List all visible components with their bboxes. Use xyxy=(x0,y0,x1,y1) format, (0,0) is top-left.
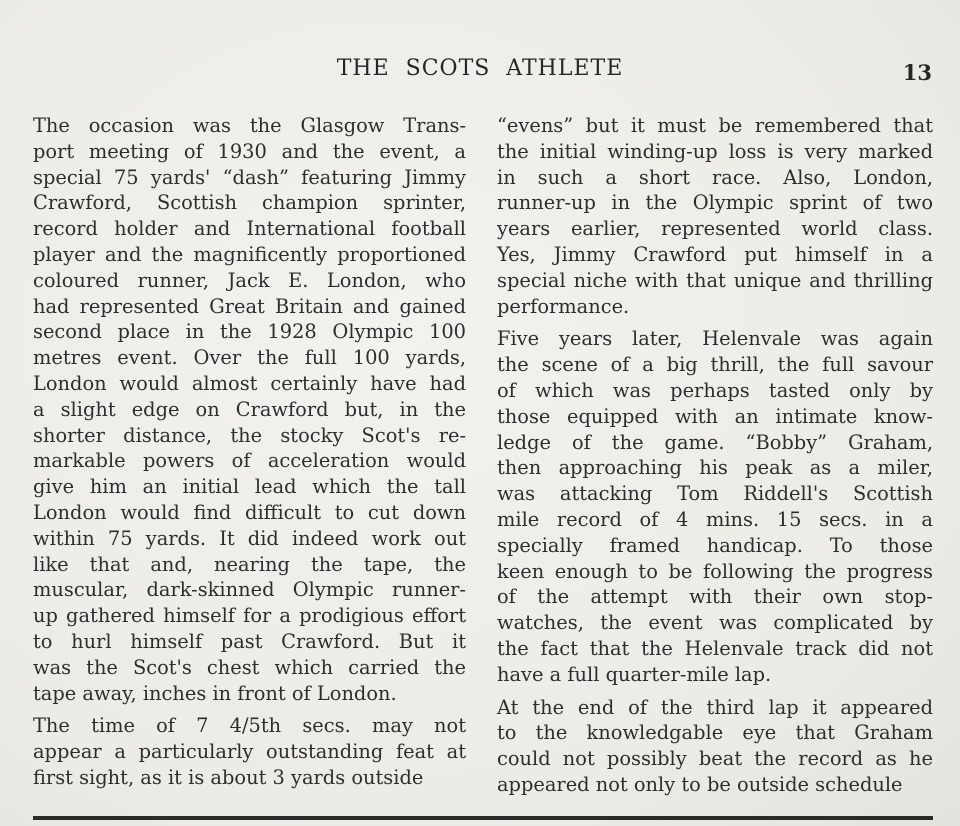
paragraph xyxy=(497,326,933,687)
text-line: a slight edge on Crawford but, in the xyxy=(33,397,466,421)
text-line: player and the magnificently proportioned xyxy=(33,242,466,266)
text-line: of which was perhaps tasted only by xyxy=(497,378,933,402)
text-line: shorter distance, the stocky Scot's re- xyxy=(33,423,466,447)
text-line: London would almost certainly have had xyxy=(33,371,466,395)
text-line: coloured runner, Jack E. London, who xyxy=(33,268,466,292)
right-column xyxy=(497,113,933,805)
text-line: within 75 yards. It did indeed work out xyxy=(33,526,466,550)
text-line: those equipped with an intimate know- xyxy=(497,404,933,428)
text-line: could not possibly beat the record as he xyxy=(497,747,933,771)
text-line: to hurl himself past Crawford. But it xyxy=(33,629,466,653)
bottom-rule xyxy=(33,816,933,820)
text-line: specially framed handicap. To those xyxy=(497,533,933,557)
text-line: the fact that the Helenvale track did not xyxy=(497,636,933,660)
text-line: watches, the event was complicated by xyxy=(497,611,933,635)
text-line: The occasion was the Glasgow Trans- xyxy=(33,114,466,137)
text-line: port meeting of 1930 and the event, a xyxy=(33,139,466,163)
text-line: keen enough to be following the progress xyxy=(497,559,933,583)
text-line: At the end of the third lap it appeared xyxy=(497,695,933,719)
text-line: the initial winding-up loss is very marked xyxy=(497,139,933,163)
text-line: muscular, dark-skinned Olympic runner- xyxy=(33,578,466,602)
text-line: metres event. Over the full 100 yards, xyxy=(33,346,466,370)
text-line: the scene of a big thrill, the full savour xyxy=(497,353,933,377)
text-line: Crawford, Scottish champion sprinter, xyxy=(33,191,466,215)
text-line: tape away, inches in front of London. xyxy=(33,681,397,705)
text-line: special niche with that unique and thrilling xyxy=(497,268,933,292)
text-line: performance. xyxy=(497,294,630,318)
text-line: The time of 7 4/5th secs. may not xyxy=(33,714,466,738)
left-column xyxy=(33,113,466,798)
text-line: had represented Great Britain and gained xyxy=(33,294,466,318)
paragraph xyxy=(497,695,933,798)
text-line: like that and, nearing the tape, the xyxy=(33,552,466,576)
text-line: record holder and International football xyxy=(33,217,466,241)
text-line: was attacking Tom Riddell's Scottish xyxy=(497,482,933,506)
text-line: give him an initial lead which the tall xyxy=(33,475,466,499)
text-line: of the attempt with their own stop- xyxy=(497,585,933,609)
text-line: second place in the 1928 Olympic 100 xyxy=(33,320,466,344)
text-line: ledge of the game. “Bobby” Graham, xyxy=(497,430,933,454)
text-line: was the Scot's chest which carried the xyxy=(33,655,466,679)
text-line: years earlier, represented world class. xyxy=(497,217,933,241)
text-line: mile record of 4 mins. 15 secs. in a xyxy=(497,507,933,531)
text-line: then approaching his peak as a miler, xyxy=(497,456,933,480)
text-line: London would find difficult to cut down xyxy=(33,500,466,524)
paragraph xyxy=(33,113,466,706)
text-line: markable powers of acceleration would xyxy=(33,449,466,473)
text-line: Five years later, Helenvale was again xyxy=(497,327,933,351)
text-line: in such a short race. Also, London, xyxy=(497,165,933,189)
text-line: appear a particularly outstanding feat at xyxy=(33,740,466,764)
paragraph xyxy=(497,113,933,319)
text-line: first sight, as it is about 3 yards outside xyxy=(33,765,424,789)
running-header-title: THE SCOTS ATHLETE xyxy=(336,56,624,81)
text-line: Yes, Jimmy Crawford put himself in a xyxy=(497,242,933,266)
text-line: “evens” but it must be remembered that xyxy=(497,114,933,137)
text-line: appeared not only to be outside schedule xyxy=(497,772,903,796)
text-line: special 75 yards' “dash” featuring Jimmy xyxy=(33,165,466,189)
text-line: to the knowledgable eye that Graham xyxy=(497,721,933,745)
text-line: up gathered himself for a prodigious effort xyxy=(33,604,466,628)
text-line: have a full quarter-mile lap. xyxy=(497,662,772,686)
page-number: 13 xyxy=(902,60,932,85)
text-line: runner-up in the Olympic sprint of two xyxy=(497,191,933,215)
paragraph xyxy=(33,713,466,790)
